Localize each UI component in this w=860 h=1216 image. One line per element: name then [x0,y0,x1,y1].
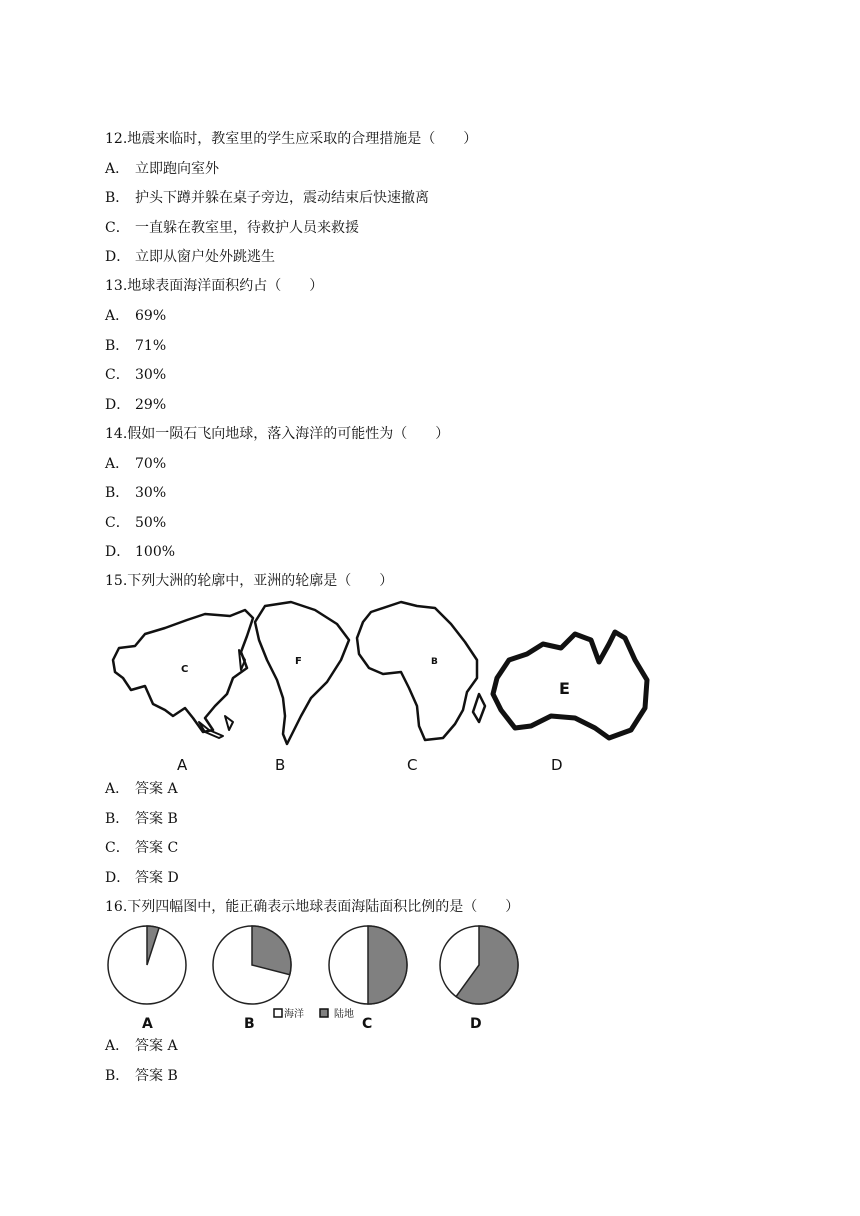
option-letter: B． [105,1068,130,1084]
option-letter: C． [105,367,130,383]
option-text: 69% [135,308,167,324]
south-america-inner-label: F [295,656,302,667]
south-america-outline [255,602,349,744]
option-text: 50% [135,515,167,531]
option-text: 答案 A [135,1038,178,1054]
option-text: 70% [135,456,167,472]
option-text: 答案 C [135,840,179,856]
option-text: 答案 D [135,870,179,886]
pie-charts-figure [100,925,530,1033]
caption-b: B [275,756,286,774]
legend-ocean-swatch [274,1009,282,1017]
option-text: 100% [135,544,176,560]
option-letter: D． [105,249,131,265]
question-15-option-b[interactable] [105,810,178,828]
australia-inner-label: E [559,679,570,698]
option-text: 71% [135,338,167,354]
asia-inner-label: C [181,664,189,675]
question-13-stem: 13.地球表面海洋面积约占（ ） [105,278,324,294]
legend-land-label: 陆地 [334,1009,354,1020]
question-16-option-b[interactable] [105,1067,178,1085]
option-text: 一直躲在教室里，待救护人员来救援 [135,220,359,236]
option-text: 30% [135,367,167,383]
option-text: 立即从窗户处外跳逃生 [135,249,275,265]
option-letter: A． [105,781,130,797]
question-13-option-a[interactable] [105,307,166,325]
question-14-stem: 14.假如一陨石飞向地球，落入海洋的可能性为（ ） [105,426,450,442]
option-letter: B． [105,485,130,501]
option-text: 立即跑向室外 [135,161,219,177]
question-13-option-d[interactable] [105,396,166,414]
option-text: 答案 B [135,811,178,827]
question-14-option-d[interactable] [105,543,175,561]
continent-outlines-figure [105,598,665,776]
option-letter: A． [105,456,130,472]
pie-caption-a: A [142,1016,153,1032]
option-letter: A． [105,161,130,177]
question-12-option-a[interactable] [105,160,219,178]
question-15-option-a[interactable] [105,780,178,798]
option-letter: A． [105,1038,130,1054]
pie-caption-b: B [244,1016,255,1032]
option-text: 30% [135,485,167,501]
option-letter: C． [105,515,130,531]
question-12-stem: 12.地震来临时，教室里的学生应采取的合理措施是（ ） [105,131,478,147]
question-15-option-c[interactable] [105,839,178,857]
caption-a: A [177,756,188,774]
option-letter: D． [105,544,131,560]
option-text: 答案 B [135,1068,178,1084]
question-13-option-b[interactable] [105,337,166,355]
option-letter: C． [105,220,130,236]
question-14-option-c[interactable] [105,514,166,532]
option-letter: B． [105,190,130,206]
pie-caption-c: C [362,1016,373,1032]
option-text: 答案 A [135,781,178,797]
question-12-option-d[interactable] [105,248,275,266]
option-text: 29% [135,397,167,413]
option-text: 护头下蹲并躲在桌子旁边，震动结束后快速撤离 [135,190,429,206]
question-13-option-c[interactable] [105,366,166,384]
question-12-option-c[interactable] [105,219,359,237]
option-letter: B． [105,811,130,827]
option-letter: B． [105,338,130,354]
pie-caption-d: D [470,1016,482,1032]
option-letter: D． [105,870,131,886]
legend-land-swatch [320,1009,328,1017]
africa-inner-label: B [431,657,438,667]
option-letter: D． [105,397,131,413]
option-letter: C． [105,840,130,856]
option-letter: A． [105,308,130,324]
question-12-option-b[interactable] [105,189,429,207]
question-16-stem: 16.下列四幅图中，能正确表示地球表面海陆面积比例的是（ ） [105,899,520,915]
question-14-option-b[interactable] [105,484,166,502]
legend-ocean-label: 海洋 [284,1009,304,1020]
question-16-option-a[interactable] [105,1037,178,1055]
australia-outline [493,632,647,738]
caption-d: D [551,756,563,774]
question-15-option-d[interactable] [105,869,179,887]
question-15-stem: 15.下列大洲的轮廓中，亚洲的轮廓是（ ） [105,573,394,589]
question-14-option-a[interactable] [105,455,166,473]
caption-c: C [407,756,418,774]
africa-outline [357,602,477,740]
pie-c-land-slice [368,926,407,1004]
